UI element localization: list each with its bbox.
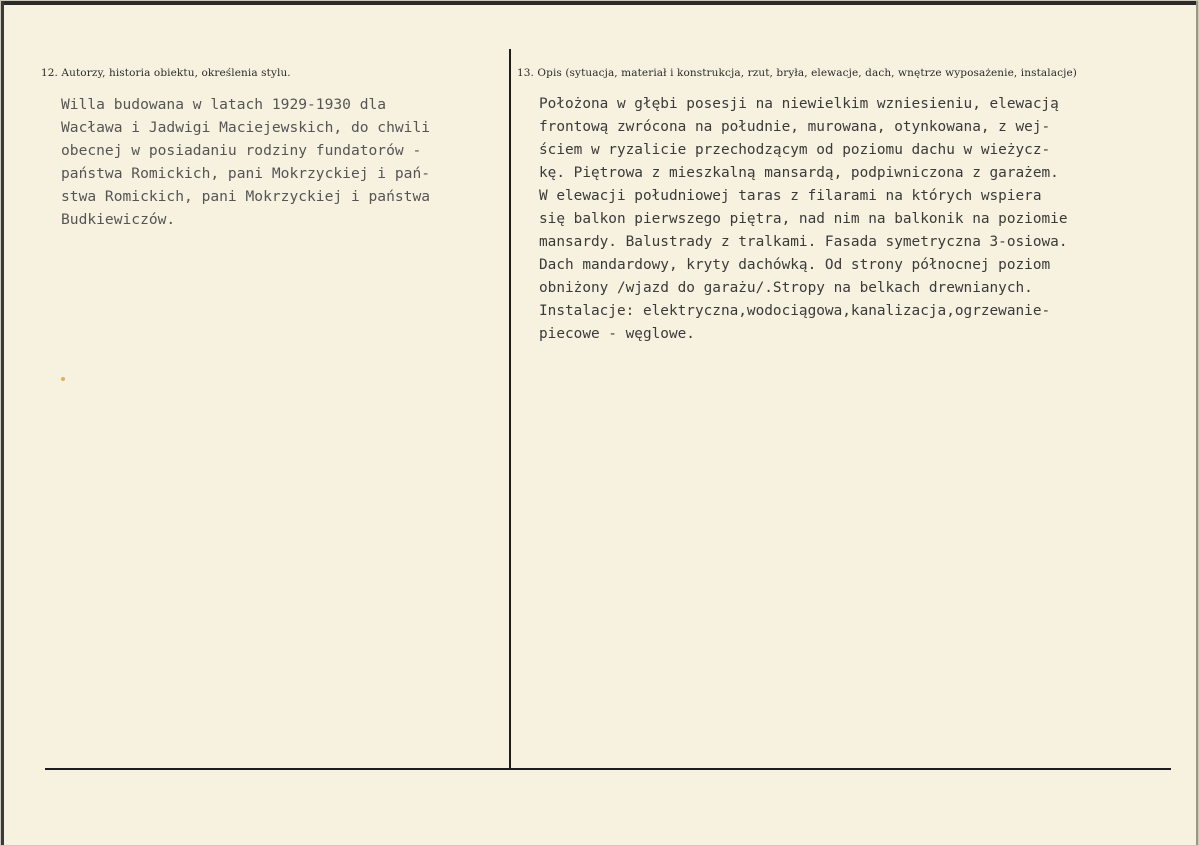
- left-edge-border: [1, 1, 4, 846]
- text-line: ściem w ryzalicie przechodzącym od poziomu dachu w wieżycz-: [539, 142, 1051, 158]
- top-edge-border: [1, 1, 1199, 5]
- section-12-heading: 12. Autorzy, historia obiektu, określenia stylu.: [41, 67, 291, 79]
- text-line: kę. Piętrowa z mieszkalną mansardą, podpiwniczona z garażem.: [539, 165, 1059, 181]
- text-line: państwa Romickich, pani Mokrzyckiej i pań-: [61, 165, 431, 182]
- text-line: Położona w głębi posesji na niewielkim wzniesieniu, elewacją: [539, 96, 1059, 112]
- text-line: Instalacje: elektryczna,wodociągowa,kanalizacja,ogrzewanie-: [539, 303, 1051, 319]
- paper-speck: [61, 377, 65, 381]
- text-line: Willa budowana w latach 1929-1930 dla: [61, 96, 387, 113]
- right-edge-border: [1196, 1, 1198, 846]
- text-line: piecowe - węglowe.: [539, 326, 695, 342]
- text-line: obniżony /wjazd do garażu/.Stropy na belkach drewnianych.: [539, 280, 1033, 296]
- section-12-text: [61, 93, 430, 231]
- text-line: Wacława i Jadwigi Maciejewskich, do chwili: [61, 119, 431, 136]
- text-line: stwa Romickich, pani Mokrzyckiej i państwa: [61, 188, 431, 205]
- text-line: się balkon pierwszego piętra, nad nim na balkonik na poziomie: [539, 211, 1068, 227]
- text-line: Budkiewiczów.: [61, 211, 176, 228]
- section-13-text: [539, 93, 1068, 346]
- text-line: Dach mandardowy, kryty dachówką. Od strony północnej poziom: [539, 257, 1051, 273]
- text-line: mansardy. Balustrady z tralkami. Fasada symetryczna 3-osiowa.: [539, 234, 1068, 250]
- section-13-heading: 13. Opis (sytuacja, materiał i konstrukcja, rzut, bryła, elewacje, dach, wnętrze wyposażenie, instalacje): [517, 67, 1077, 79]
- text-line: obecnej w posiadaniu rodziny fundatorów -: [61, 142, 422, 159]
- text-line: W elewacji południowej taras z filarami na których wspiera: [539, 188, 1042, 204]
- text-line: frontową zwrócona na południe, murowana, otynkowana, z wej-: [539, 119, 1051, 135]
- column-divider: [509, 49, 511, 769]
- bottom-rule: [45, 768, 1171, 770]
